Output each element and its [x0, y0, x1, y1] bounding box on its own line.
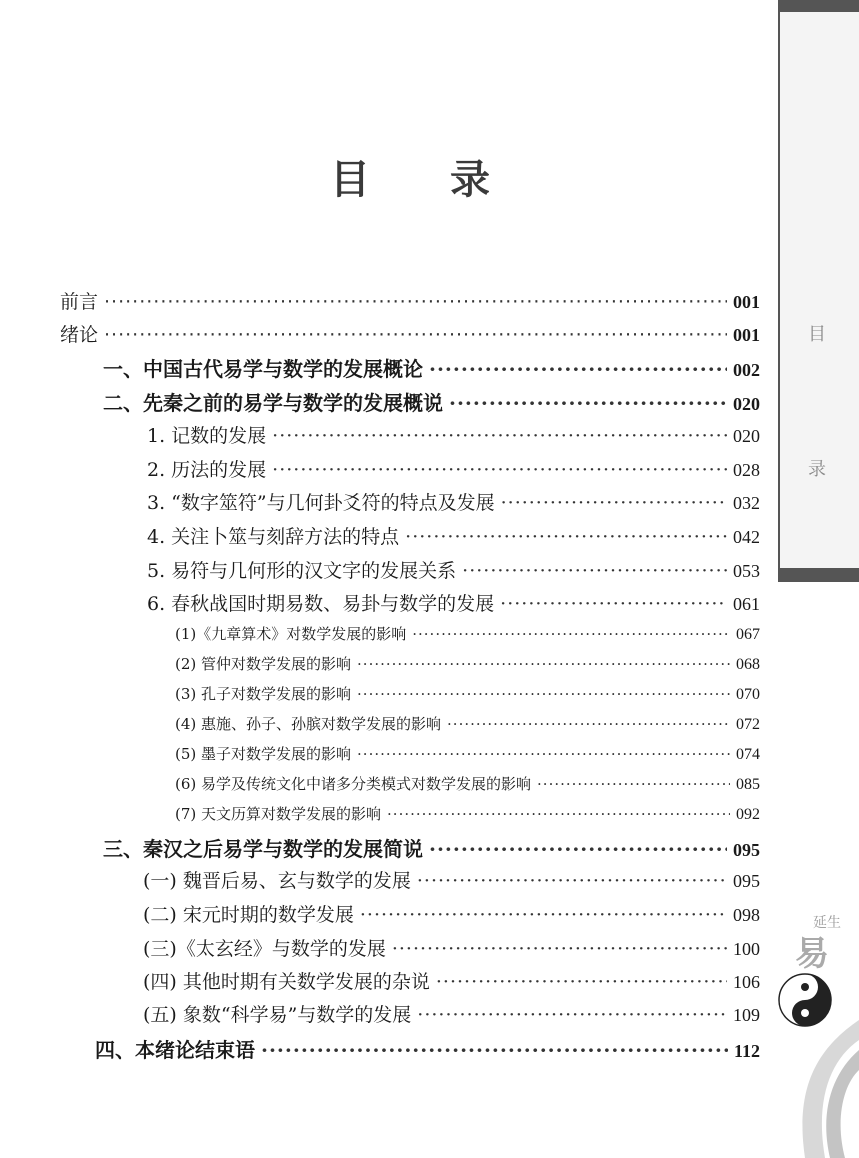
leader-dots — [436, 971, 727, 993]
toc-entry[interactable] — [103, 833, 760, 862]
toc-entry[interactable] — [103, 387, 760, 416]
toc-entry[interactable] — [143, 934, 760, 961]
toc-entry-page: 109 — [733, 1005, 760, 1025]
toc-entry-label: 绪论 — [60, 324, 99, 346]
toc-entry-page: 001 — [733, 292, 760, 312]
leader-dots — [447, 715, 730, 733]
toc-entry-label: (一) 魏晋后易、玄与数学的发展 — [143, 870, 411, 892]
toc-entry-page: 095 — [733, 840, 760, 860]
leader-dots — [449, 391, 727, 415]
toc-entry[interactable] — [147, 421, 760, 448]
toc-entry-page: 068 — [736, 656, 760, 673]
decorative-swoosh — [775, 1020, 859, 1158]
toc-entry-page: 053 — [733, 561, 760, 581]
toc-entry-page: 042 — [733, 527, 760, 547]
toc-entry-page: 095 — [733, 871, 760, 891]
leader-dots — [392, 938, 727, 960]
toc-entry[interactable] — [175, 623, 760, 644]
toc-entry[interactable] — [60, 287, 760, 314]
leader-dots — [537, 775, 730, 793]
leader-dots — [357, 685, 730, 703]
leader-dots — [405, 526, 727, 548]
toc-entry-label: 4. 关注卜筮与刻辞方法的特点 — [147, 526, 400, 548]
toc-entry-page: 092 — [736, 806, 760, 823]
toc-entry[interactable] — [143, 866, 760, 893]
toc-entry-page: 028 — [733, 460, 760, 480]
leader-dots — [501, 492, 727, 514]
toc-entry[interactable] — [147, 589, 760, 616]
toc-entry[interactable] — [175, 713, 760, 734]
toc-entry[interactable] — [95, 1034, 760, 1063]
leader-dots — [357, 655, 730, 673]
toc-entry-label: (2) 管仲对数学发展的影响 — [175, 655, 352, 673]
toc-entry-page: 001 — [733, 325, 760, 345]
side-label-mu: 目 — [808, 324, 826, 345]
toc-entry[interactable] — [143, 967, 760, 994]
toc-entry[interactable] — [175, 683, 760, 704]
toc-entry-label: (7) 天文历算对数学发展的影响 — [175, 805, 382, 823]
toc-entry-label: 3. “数字筮符”与几何卦爻符的特点及发展 — [147, 492, 495, 514]
leader-dots — [417, 1004, 727, 1026]
toc-entry-page: 098 — [733, 905, 760, 925]
toc-entry-label: 6. 春秋战国时期易数、易卦与数学的发展 — [147, 593, 495, 615]
toc-entry-label: 前言 — [60, 291, 99, 313]
toc-entry-label: (1)《九章算术》对数学发展的影响 — [175, 625, 407, 643]
toc-entry-page: 085 — [736, 776, 760, 793]
side-tab-top-band — [778, 0, 859, 12]
leader-dots — [500, 593, 727, 615]
toc-entry[interactable] — [175, 773, 760, 794]
toc-entry-label: 一、中国古代易学与数学的发展概论 — [103, 357, 423, 381]
brand-logo — [775, 900, 859, 1158]
toc-entry-label: 2. 历法的发展 — [147, 459, 267, 481]
toc-entry-page: 106 — [733, 972, 760, 992]
toc-entry-label: 四、本绪论结束语 — [95, 1038, 255, 1062]
leader-dots — [417, 870, 727, 892]
page-title: 目录 — [330, 157, 570, 203]
toc-entry-page: 020 — [733, 394, 760, 414]
leader-dots — [387, 805, 730, 823]
toc-entry-page: 002 — [733, 360, 760, 380]
toc-entry[interactable] — [147, 556, 760, 583]
toc-entry-label: (6) 易学及传统文化中诸多分类模式对数学发展的影响 — [175, 775, 532, 793]
brand-big-text: 易 — [795, 934, 829, 974]
leader-dots — [272, 459, 727, 481]
brand-small-text: 延生 — [813, 915, 841, 931]
toc-entry-label: 二、先秦之前的易学与数学的发展概说 — [103, 391, 443, 415]
leader-dots — [104, 291, 727, 313]
toc-entry[interactable] — [147, 455, 760, 482]
toc-entry[interactable] — [147, 488, 760, 515]
toc-entry-page: 061 — [733, 594, 760, 614]
toc-entry-page: 100 — [733, 939, 760, 959]
toc-entry-page: 112 — [733, 1041, 760, 1061]
side-tab-bottom-band — [778, 568, 859, 582]
leader-dots — [261, 1038, 728, 1062]
toc-entry-label: (三)《太玄经》与数学的发展 — [143, 938, 386, 960]
toc-entry-label: (五) 象数“科学易”与数学的发展 — [143, 1004, 412, 1026]
side-tab — [778, 0, 859, 580]
toc-entry-label: (4) 惠施、孙子、孙膑对数学发展的影响 — [175, 715, 442, 733]
leader-dots — [429, 357, 727, 381]
toc-entry-page: 032 — [733, 493, 760, 513]
toc-entry-label: 1. 记数的发展 — [147, 425, 267, 447]
leader-dots — [272, 425, 727, 447]
toc-entry-label: 5. 易符与几何形的汉文字的发展关系 — [147, 560, 457, 582]
toc-entry-page: 072 — [736, 716, 760, 733]
toc-entry-page: 074 — [736, 746, 760, 763]
toc-entry[interactable] — [143, 1000, 760, 1027]
leader-dots — [357, 745, 730, 763]
leader-dots — [104, 324, 727, 346]
toc-entry[interactable] — [175, 743, 760, 764]
toc-entry[interactable] — [175, 653, 760, 674]
toc-entry[interactable] — [60, 320, 760, 347]
toc-entry-label: (四) 其他时期有关数学发展的杂说 — [143, 971, 430, 993]
side-label-lu: 录 — [808, 459, 826, 480]
toc-entry[interactable] — [143, 900, 760, 927]
leader-dots — [462, 560, 727, 582]
leader-dots — [412, 625, 730, 643]
toc-entry-page: 070 — [736, 686, 760, 703]
toc-entry[interactable] — [147, 522, 760, 549]
toc-entry-label: (3) 孔子对数学发展的影响 — [175, 685, 352, 703]
toc-entry-label: (二) 宋元时期的数学发展 — [143, 904, 354, 926]
toc-entry-page: 067 — [736, 626, 760, 643]
toc-entry[interactable] — [175, 803, 760, 824]
toc-entry[interactable] — [103, 353, 760, 382]
toc-entry-page: 020 — [733, 426, 760, 446]
leader-dots — [360, 904, 727, 926]
toc-entry-label: 三、秦汉之后易学与数学的发展简说 — [103, 837, 423, 861]
leader-dots — [429, 837, 727, 861]
toc-entry-label: (5) 墨子对数学发展的影响 — [175, 745, 352, 763]
